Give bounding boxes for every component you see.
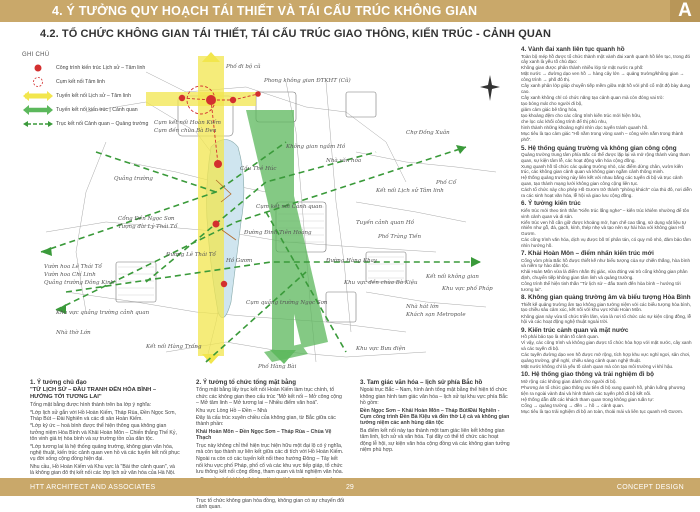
- legend-item-heritage: [22, 61, 177, 75]
- paragraph: Mục tiêu là tạo trải nghiệm đi bộ an toàn, thoải mái và liên tục quanh Hồ Gươm.: [521, 408, 684, 414]
- footer-stage: CONCEPT DESIGN: [616, 483, 684, 491]
- map-note: Phố Hàng Bài: [258, 364, 297, 370]
- paragraph: Không gian này vừa tổ chức triển lãm, vừa là nơi tổ chức các sự kiện cộng đồng, lễ hội và các hoạt động nghệ thuật ngoài trời.: [521, 313, 692, 325]
- legend-item-history-route: [22, 89, 177, 103]
- section-heading: 10. Hệ thống giao thông và trải nghiệm đi bộ: [521, 371, 654, 379]
- map-note: Nhà thờ Lớn: [56, 330, 91, 336]
- paragraph: tạo khoảng đệm cho các công trình kiến trúc mới hiện hữu,: [521, 113, 642, 119]
- paragraph: Ngoài trục Bắc – Nam, hình ảnh tổng mặt bằng thể hiện tổ chức không gian hình tam giác văn hóa – lịch sử tại khu vực phía Bắc hồ gồm:: [360, 387, 508, 407]
- page-header-title: 4. Ý TƯỞNG QUY HOẠCH TÁI THIẾT VÀ TÁI CẤU TRÚC KHÔNG GIAN: [52, 4, 478, 18]
- paragraph: *Lớp ký ức – hoà bình được thể hiện thông qua không gian tưởng niệm Hòa Bình và Khải Hoàn Môn – Chiến thắng Thế Kỷ, tôn vinh giá trị hòa bình và sự trường tồn của dân tộc.: [30, 423, 177, 443]
- paragraph: Trục này không chỉ thể hiện trục hiện hữu một đại lộ có ý nghĩa, mà còn tạo thành sự liên kết giữa các di tích với Hồ Hoàn Kiếm.: [196, 442, 344, 456]
- legend-label: Công trình kiến trúc Lịch sử – Tâm linh: [56, 65, 146, 71]
- paragraph: Hệ thống dẫn dắt các khách tham quan trong không gian tuần tự:: [521, 396, 654, 402]
- map-note: Nhà văn hóa: [326, 158, 362, 164]
- idea-section: [30, 380, 180, 478]
- paragraph: *Lớp tương lai là hệ thống quảng trường, không gian văn hóa, nghệ thuật, kiến trúc cảnh quan ven hồ và các tuyến kết nối phục vụ đời sống cộng đồng hiện đại.: [30, 443, 180, 463]
- map-note: Khu vực quảng trường cảnh quan: [56, 310, 150, 316]
- paragraph: Vì vậy, các công trình và không gian được tổ chức hòa hợp với mặt nước, cây xanh và các tuyến đi bộ.: [521, 340, 692, 351]
- paragraph: Thiết kế quảng trường âm tạo không gian tưởng niệm với các biểu tượng hòa bình, tạo chiều sâu cảm xúc, kết nối với khu vực Khải Hoàn Môn.: [521, 301, 691, 313]
- legend-label: Trục kết nối Cảnh quan – Quảng trường: [56, 121, 149, 127]
- map-note: Cầu Thê Húc: [240, 166, 277, 172]
- triangle-section: [360, 380, 510, 454]
- paragraph: Các tuyến đường dạo ven hồ được mở rộng, tích hợp khu vực nghỉ ngơi, sân chơi, quảng trường, ghế nghỉ, chiếu sáng cảnh quan nghệ thuật.: [521, 352, 691, 363]
- star-logo-icon: [479, 74, 501, 102]
- map-note: Cổng Đền Ngọc Sơn: [118, 216, 175, 222]
- paragraph: Khải Hoàn Môn – Đền Ngọc Sơn – Tháp Rùa – Chùa Vệ Thạch: [196, 428, 332, 442]
- map-note: Phố Tràng Tiền: [378, 234, 422, 240]
- paragraph: Kiến trúc ven hồ cần giữ được khoảng mở, hạn chế cao tầng, sử dụng vật liệu tự nhiên như gỗ, đá, gạch, kính, thép nhẹ và tạo nên sự hài hòa với không gian Hồ Gươm.: [521, 219, 687, 236]
- paragraph: Phương án tổ chức giao thông ưu tiên đi bộ xung quanh hồ, phân luồng phương tiện ra ngoài vành đai và hình thành các tuyến phố đi bộ kết nối.: [521, 385, 685, 396]
- paragraph: Tổng mặt bằng lấy trục kết nối Hoàn Kiếm làm trục chính, tổ chức các không gian theo cấu trúc "Mở kết nối – Mở công cộng – Mở tâm linh – Mở tương lai – Nhiều điểm văn hoá".: [196, 387, 342, 407]
- map-note: Khu vực phố Pháp: [442, 286, 493, 292]
- section-heading: 7. Khải Hoàn Môn – điểm nhấn kiến trúc mới: [521, 250, 654, 258]
- map-note: Đường Lê Thái Tổ: [166, 252, 216, 258]
- paragraph: Quảng trường trung tâm phía Bắc có thể được lặp lại và mở rộng thành vùng tham quan, sự kiện tâm lễ, các hoạt động văn hóa cộng đồng.: [521, 152, 690, 163]
- paragraph: Khải Hoàn Môn vừa là điểm nhấn thị giác, vừa đóng vai trò cổng không gian phân định, chuyển tiếp không gian tâm linh và quảng trường.: [521, 269, 688, 280]
- section-letter: A: [678, 0, 692, 21]
- paragraph: Mặt nước không chỉ là yếu tố cảnh quan mà còn tạo môi trường vi khí hậu.: [521, 363, 674, 369]
- paragraph: che lọc các khối công trình để thị phù nhu,: [521, 119, 608, 125]
- paragraph: Xung quanh hồ tổ chức các quảng trường nhỏ, các điểm dừng chân, vườn kiến trúc, các không gian cảnh quan và không gian ngắm cảnh thông minh.: [521, 163, 683, 175]
- paragraph: Trục tổ chức không gian hòa đồng, không gian có sự chuyển đổi cảnh quan.: [196, 497, 345, 511]
- paragraph: Khu vực Lòng Hồ – Đền – Nhà: [196, 407, 267, 414]
- map-note: Phố Cổ: [436, 180, 456, 186]
- paragraph: Nhu cầu, Hồ Hoàn Kiếm và Khu vực là "Bài thơ cảnh quan", và là không gian đô thị kết nối các lớp lịch sử văn hóa của Hà Nội.: [30, 463, 176, 477]
- map-note: Cụm kết nối Cảnh quan: [256, 204, 323, 210]
- map-note: Vườn hoa Lê Thái Tổ: [44, 264, 102, 270]
- map-note: Nhà hát lớn: [406, 304, 439, 310]
- legend-item-architecture-route: [22, 103, 177, 117]
- map-note: Khu vực Bưu điện: [356, 346, 406, 352]
- paragraph: giảm cảm giác bê tông hóa,: [521, 106, 578, 112]
- section-heading: 1. Ý tưởng chủ đạo: [30, 379, 87, 386]
- legend-item-landscape-axis: [22, 117, 177, 131]
- map-note: Cụm đền chùa Bà Đen: [154, 128, 217, 134]
- paragraph: Mặt nước → đường dạo ven hồ → hàng cây lớn → quảng trường/không gian → công trình → phố đô thị.: [521, 71, 685, 82]
- paragraph: Hệ thống quảng trường này liên kết với nhau bằng các tuyến đi bộ và trục cảnh quan, tạo thành mạng lưới không gian công cộng liên tục.: [521, 175, 683, 187]
- map-note: Quảng trường: [114, 176, 153, 182]
- map-note: Vườn hoa Chí Linh: [44, 272, 96, 278]
- map-note: Phong không gian ĐTKHT (Cũ): [264, 78, 351, 84]
- section-heading: 6. Ý tưởng kiến trúc: [521, 200, 581, 208]
- paragraph: Đây là cấu trúc xuyên chiều của không gian, từ Bắc giữa các thành phần:: [196, 415, 336, 428]
- page-header: [0, 0, 700, 22]
- map-note: Không gian ngầm Hồ: [286, 144, 346, 150]
- paragraph: Toàn bộ mép hồ được tổ chức thành một vành đai xanh quanh hồ liên tục, trong đó cây xanh là yếu tố chủ đạo:: [521, 53, 691, 65]
- page-footer: [0, 478, 700, 496]
- map-note: Kết nối không gian: [426, 274, 479, 280]
- yellow-arrow-icon: [22, 89, 54, 103]
- paragraph: *Lớp lịch sử gắn với Hồ Hoàn Kiếm, Tháp Rùa, Đền Ngọc Sơn, Tháp Bút – Đài Nghiên và các di sản Hoàn Kiếm.: [30, 409, 176, 423]
- map-note: Hồ Gươm: [226, 258, 253, 264]
- paragraph: Đền Ngọc Sơn – Khải Hoàn Môn – Tháp Bút/Đài Nghiên - Cụm công trình Đền Bà Kiệu và đền thờ Lệ cà và không gian tưởng niệm các anh hùng dân tộc: [360, 407, 510, 427]
- legend-label: Cụm kết nối Tâm linh: [56, 79, 105, 85]
- paragraph: Mở rộng các không gian dành cho người đi bộ.: [521, 378, 617, 384]
- paragraph: tạo bóng mát cho người đi bộ,: [521, 100, 583, 106]
- paragraph: Cổng → quảng trường → đền → hồ → cảnh quan.: [521, 402, 625, 408]
- map-legend: [22, 52, 177, 131]
- section-heading: 4. Vành đai xanh liên tục quanh hồ: [521, 46, 625, 53]
- section-heading: 3. Tam giác văn hóa – lịch sử phía Bắc hồ: [360, 379, 483, 386]
- page-number: 29: [346, 483, 354, 491]
- map-note: Khu vực đền chùa Bà Kiệu: [344, 280, 418, 286]
- map-note: Đường Đinh Tiên Hoàng: [244, 230, 312, 236]
- dashed-circle-icon: [22, 75, 54, 89]
- paragraph: Hồ phải bảo tạo là nhân tố cảnh quan.: [521, 334, 599, 340]
- paragraph: Ngoài ra còn có các tuyến kết nối theo hướng Đông – Tây kết nối khu vực phố Pháp, phố cổ và các khu vực tiếp giáp, tổ chức lưu thông kết nối cộng đồng, tham quan và trải nghiệm văn hóa.: [196, 456, 344, 476]
- paragraph: Tổng mặt bằng được hình thành trên ba lớp ý nghĩa:: [30, 402, 152, 409]
- map-note: Kết nối Hàng Trống: [146, 344, 202, 350]
- map-note: Chợ Đồng Xuân: [406, 130, 450, 136]
- map-note: Tuyến cảnh quan Hồ: [356, 220, 414, 226]
- legend-label: Tuyến kết nối Lịch sử – Tâm linh: [56, 93, 131, 99]
- map-note: Tượng đài Lý Thái Tổ: [118, 224, 178, 230]
- legend-item-spiritual-cluster: [22, 75, 177, 89]
- section-heading: 2. Ý tưởng tổ chức tổng mặt bằng: [196, 379, 296, 386]
- green-dashed-arrow-icon: [22, 117, 54, 131]
- section-heading: 9. Kiến trúc cảnh quan và mặt nước: [521, 326, 629, 334]
- legend-label: Tuyến kết nối kiến trúc | Cảnh quan: [56, 107, 138, 113]
- section-subtitle: 4.2. TỔ CHỨC KHÔNG GIAN TÁI THIẾT, TÁI CẤU TRÚC GIAO THÔNG, KIẾN TRÚC - CẢNH QUAN: [40, 28, 552, 40]
- section-heading: 8. Không gian quảng trường âm và biểu tượng Hòa Bình: [521, 294, 691, 302]
- paragraph: Mục tiêu là tạo cảm giác "Hồ nằm trong vòng xanh – công viên nằm trong thành phố".: [521, 131, 684, 142]
- legend-title: GHI CHÚ: [22, 52, 50, 58]
- map-note: Đường Hàng Khay: [326, 258, 378, 264]
- map-note: Khách sạn Metropole: [406, 312, 466, 318]
- map-note: Quảng trường Đông Kinh: [44, 280, 115, 286]
- map-note: Cụm kết nối Hoàn Kiếm: [154, 120, 221, 126]
- map-note: Kết nối Lịch sử Tâm linh: [376, 188, 444, 194]
- paragraph: Cây xanh phân lớp giúp chuyển tiếp mềm giữa mặt hồ với phố cổ một độ bày dung cao.: [521, 83, 690, 94]
- paragraph: Các công trình văn hóa, dịch vụ được bố trí phân tán, có quy mô nhỏ, đảm bảo tầm nhìn hướng hồ.: [521, 236, 691, 248]
- footer-company: HTT ARCHITECT AND ASSOCIATES: [30, 483, 156, 491]
- paragraph: Cây xanh không chỉ có chức năng tạo cảnh quan mà còn đóng vai trò:: [521, 94, 664, 100]
- paragraph: hình thành những khoảng nghỉ nhìn dọc tuyến tránh quanh hồ.: [521, 125, 649, 131]
- right-text-column: [521, 44, 693, 415]
- paragraph: Cách tổ chức này cho phép Hồ Gươm trở thành "phòng khách" của thủ đô, nơi diễn ra các sinh hoạt văn hóa, lễ hội và giao lưu cộng đồng.: [521, 187, 692, 198]
- red-dot-icon: [22, 61, 54, 75]
- map-note: Phố đi bộ cũ: [226, 64, 261, 70]
- section-quote: "TỪ LỊCH SỬ – ĐẦU TRANH ĐẾN HÒA BÌNH – HƯỚNG TỚI TƯƠNG LAI": [30, 387, 157, 400]
- map-note: Cụm quảng trường Ngọc Sơn: [246, 300, 328, 306]
- paragraph: Công trình thể hiện tinh thần "Từ lịch sử – đấu tranh đến hòa bình – hướng tới tương lai".: [521, 281, 681, 292]
- paragraph: Ba điểm kết nối này tạo thành một tam giác liên kết không gian tâm linh, lịch sử và văn hóa. Tại đây có thể tổ chức các hoạt động lễ hội, sự kiện văn hóa cộng đồng và các không gian tưởng niệm phù hợp.: [360, 427, 510, 454]
- paragraph: Cổng vòm phía Bắc hồ được thiết kế như biểu tượng của sự chiến thắng, hòa bình và niềm tự hào dân tộc.: [521, 257, 691, 269]
- green-arrow-icon: [22, 103, 54, 117]
- section-letter-badge: [670, 0, 700, 22]
- paragraph: Không gian được phân thành nhiều lớp từ mặt nước ra phố:: [521, 65, 644, 71]
- paragraph: Kiến trúc mới theo tinh thần "Kiến trúc lắng nghe" – kiến trúc khiêm nhường để tôn vinh cảnh quan và di sản.: [521, 207, 690, 219]
- section-heading: 5. Hệ thống quảng trường và không gian công cộng: [521, 144, 677, 152]
